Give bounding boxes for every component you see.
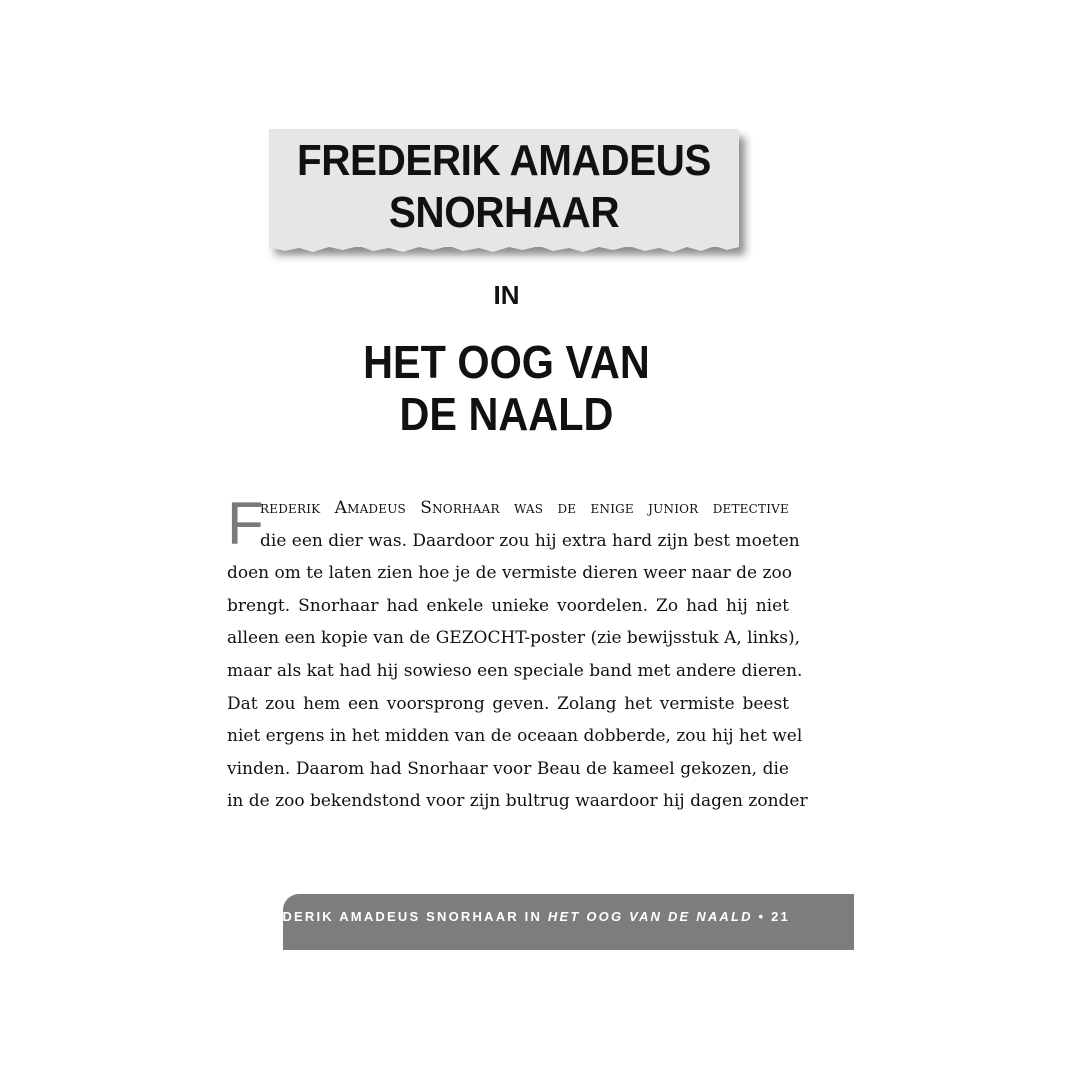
story-title-line-2: DE NAALD	[399, 388, 614, 440]
drop-cap: F	[227, 490, 264, 557]
footer-separator: •	[758, 909, 766, 924]
text-line: doen om te laten zien hoe je de vermiste dieren weer naar de zoo	[227, 563, 792, 584]
text-line: maar als kat had hij sowieso een speciale band met andere dieren.	[227, 660, 803, 681]
page-title	[288, 135, 720, 239]
footer-series: FREDERIK AMADEUS SNORHAAR IN	[249, 909, 543, 924]
text-line: rederik Amadeus Snorhaar was de enige junior detective	[260, 498, 789, 518]
text-line: in de zoo bekendstond voor zijn bultrug waardoor hij dagen zonder	[227, 791, 808, 812]
title-connector: IN	[493, 280, 520, 310]
footer-book-title: HET OOG VAN DE NAALD	[547, 909, 753, 924]
text-line: vinden. Daarom had Snorhaar voor Beau de kameel gekozen, die	[227, 758, 789, 779]
text-line: alleen een kopie van de GEZOCHT-poster (zie bewijsstuk A, links),	[227, 628, 801, 649]
running-footer	[249, 894, 854, 950]
text-line: Dat zou hem een voorsprong geven. Zolang het vermiste beest	[227, 693, 789, 714]
body-paragraph	[227, 492, 808, 818]
title-banner	[269, 129, 739, 247]
footer-text	[250, 909, 790, 924]
text-line: niet ergens in het midden van de oceaan dobberde, zou hij het wel	[227, 726, 803, 747]
text-line: brengt. Snorhaar had enkele unieke voordelen. Zo had hij niet	[227, 595, 789, 616]
text-line: die een dier was. Daardoor zou hij extra hard zijn best moeten	[260, 530, 800, 551]
page-number: 21	[771, 909, 790, 924]
torn-edge	[269, 241, 739, 255]
story-title-line-1: HET OOG VAN	[363, 336, 650, 388]
title-line-1: FREDERIK AMADEUS	[297, 136, 711, 185]
title-line-2: SNORHAAR	[388, 188, 620, 237]
story-title	[51, 336, 963, 440]
